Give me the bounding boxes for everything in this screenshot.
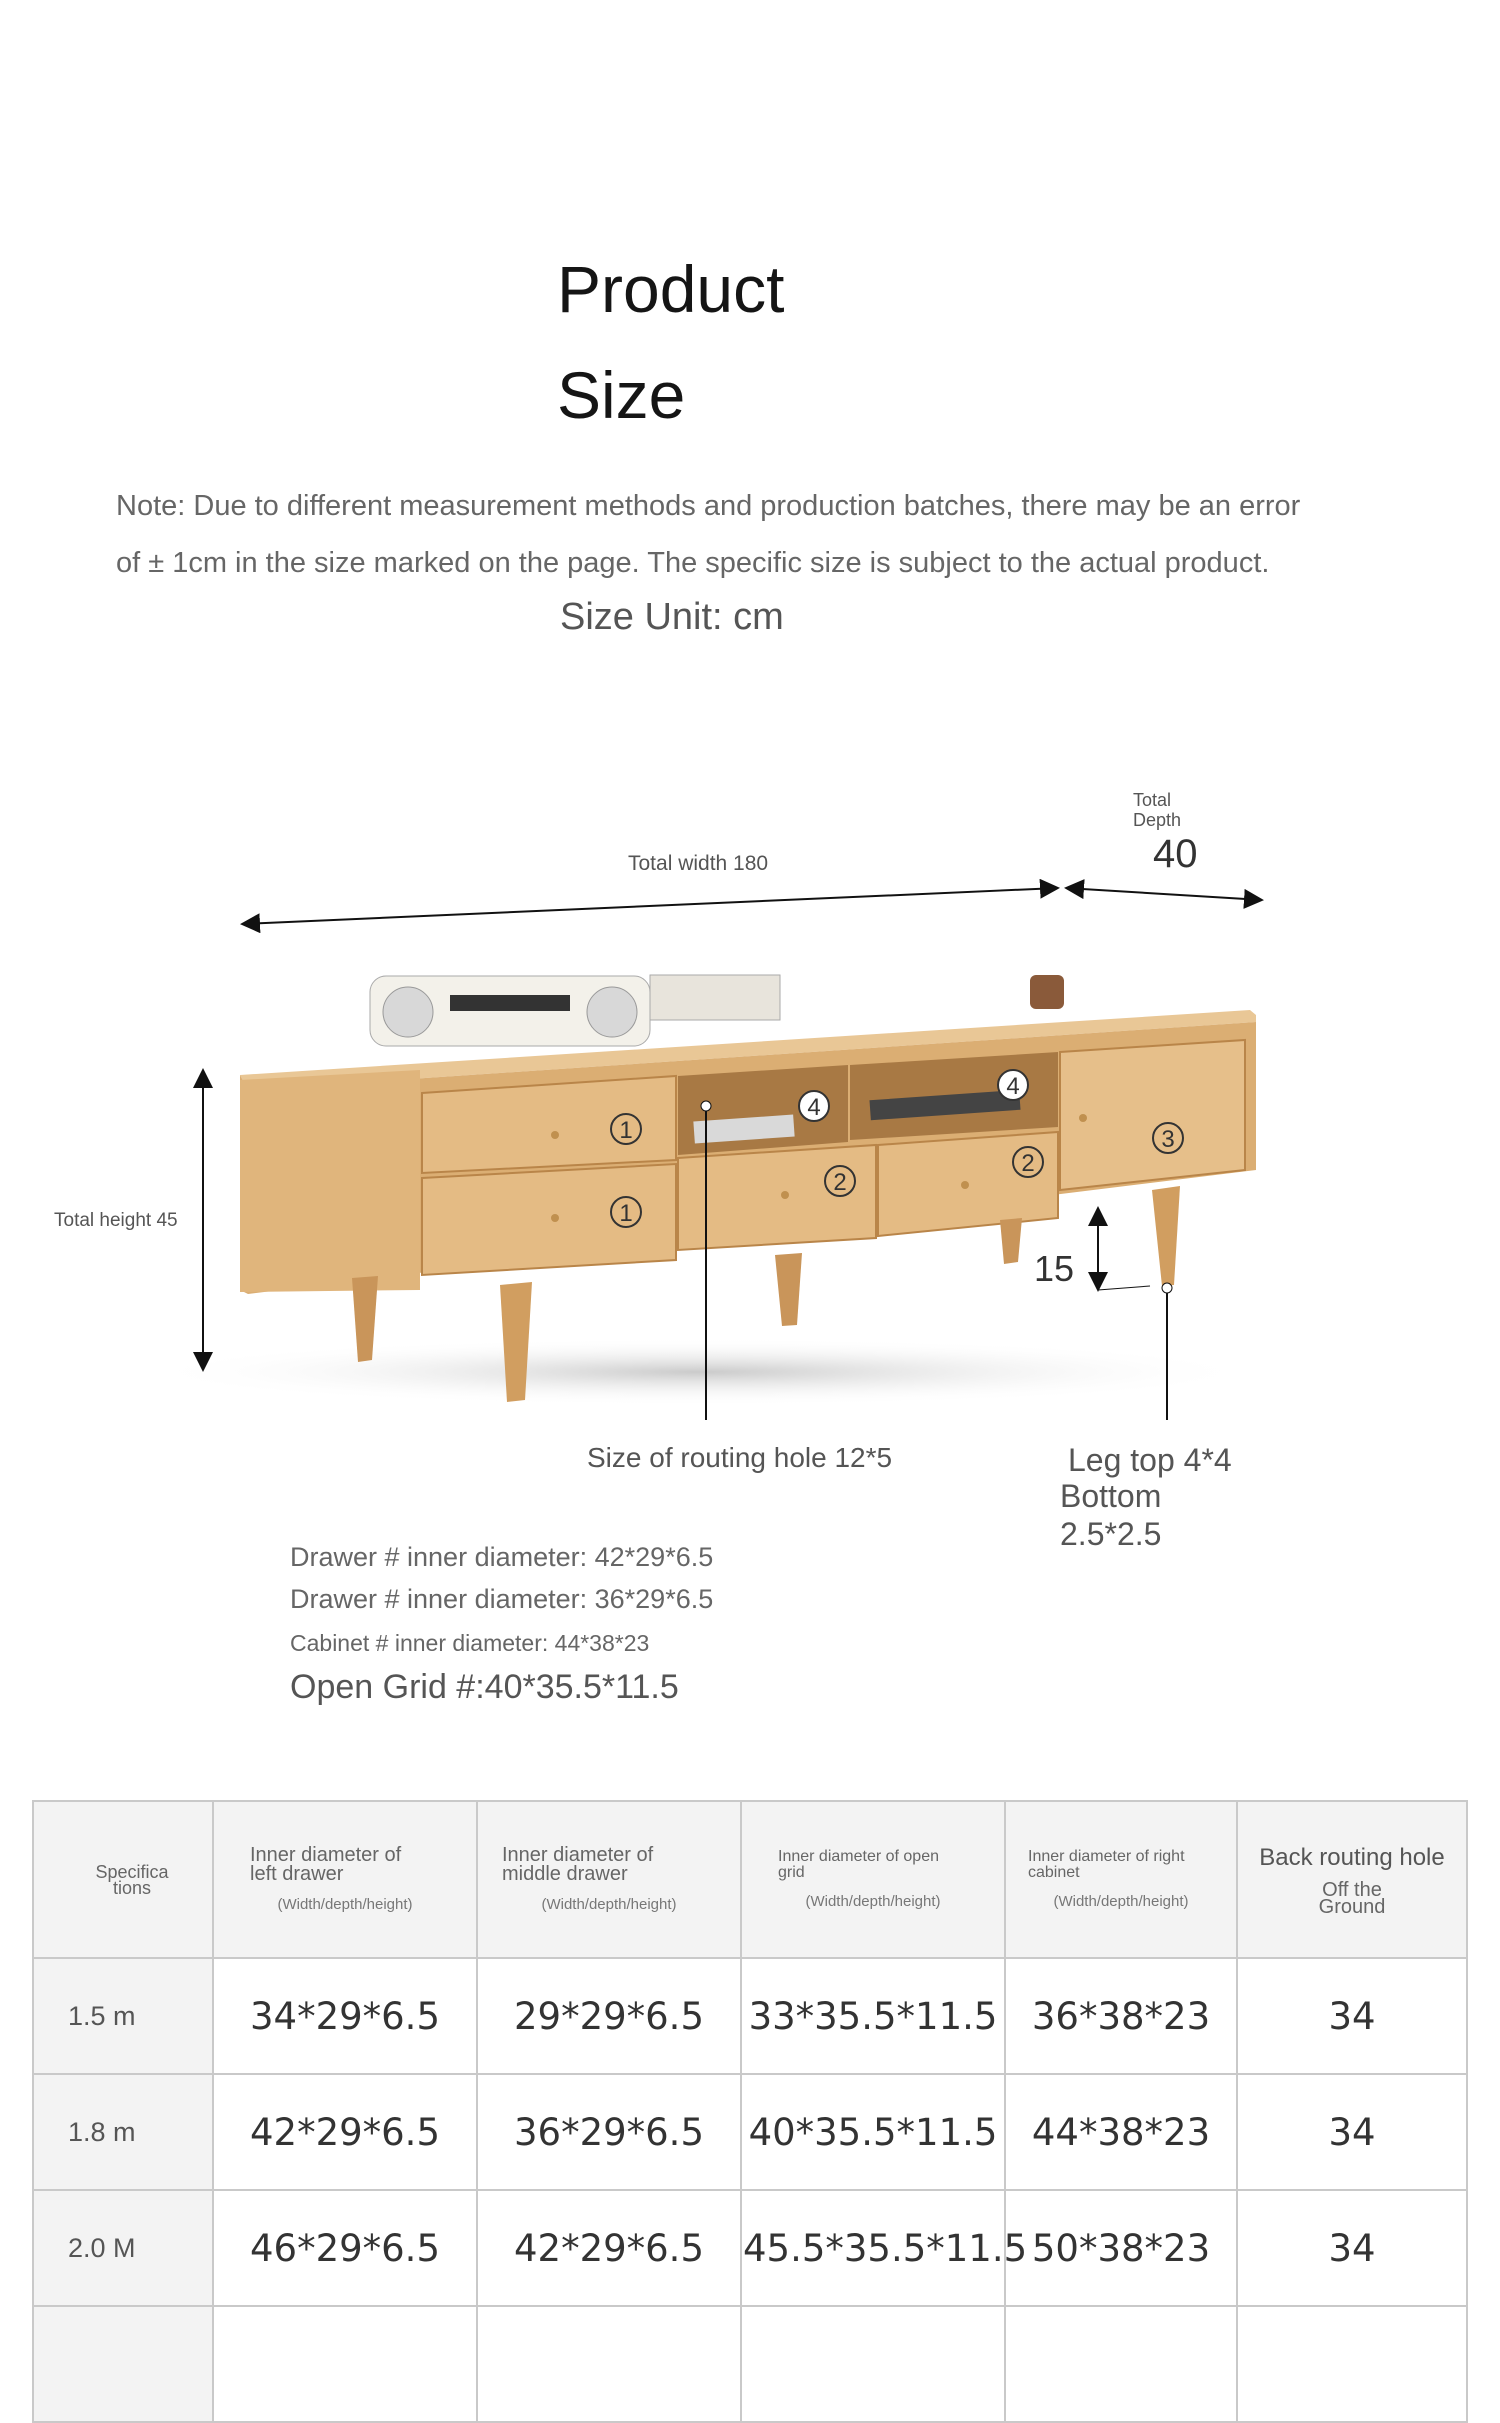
header-middle-drawer: Inner diameter of middle drawer (Width/depth/height) — [477, 1801, 741, 1958]
header-back-hole: Back routing hole Off the Ground — [1237, 1801, 1467, 1958]
page-title-line1: Product — [557, 252, 785, 326]
cell-left-drawer: 42*29*6.5 — [213, 2074, 477, 2190]
svg-text:3: 3 — [1161, 1126, 1175, 1153]
cell-middle-drawer: 36*29*6.5 — [477, 2074, 741, 2190]
svg-text:2: 2 — [833, 1169, 847, 1196]
spec-drawer-2: Drawer # inner diameter: 36*29*6.5 — [290, 1584, 714, 1614]
cell-right-cabinet: 50*38*23 — [1005, 2190, 1237, 2306]
svg-text:1: 1 — [619, 1200, 633, 1227]
header-right-cabinet: Inner diameter of right cabinet (Width/depth/height) — [1005, 1801, 1237, 1958]
cell-open-grid: 33*35.5*11.5 — [741, 1958, 1005, 2074]
routing-hole-label: Size of routing hole 12*5 — [587, 1442, 893, 1473]
leg-height-value: 15 — [1034, 1248, 1075, 1289]
cell-open-grid: 40*35.5*11.5 — [741, 2074, 1005, 2190]
marker-4a — [799, 1091, 829, 1121]
table-header-row — [33, 1801, 1467, 1958]
spec-drawer-1: Drawer # inner diameter: 42*29*6.5 — [290, 1542, 714, 1572]
note-line1: Note: Due to different measurement methods and production batches, there may be an error — [116, 490, 1301, 522]
floor-shadow — [140, 1338, 1260, 1406]
leg-back-right — [1000, 1218, 1022, 1264]
cabinet-left-side — [240, 1070, 420, 1292]
leg-top-label: Leg top 4*4 — [1068, 1442, 1232, 1478]
svg-text:4: 4 — [807, 1094, 821, 1121]
spec-cabinet: Cabinet # inner diameter: 44*38*23 — [290, 1630, 650, 1656]
header-left-drawer: Inner diameter of left drawer (Width/depth/height) — [213, 1801, 477, 1958]
leg-front-right — [1152, 1186, 1180, 1286]
cell-off-ground: 34 — [1237, 1958, 1467, 2074]
cell-left-drawer: 34*29*6.5 — [213, 1958, 477, 2074]
size-unit: Size Unit: cm — [560, 596, 784, 638]
depth-dimension-line — [1066, 888, 1262, 900]
row-spec: 1.8 m — [33, 2074, 213, 2190]
product-illustration — [0, 770, 1500, 1552]
row-spec: 1.5 m — [33, 1958, 213, 2074]
cell-off-ground: 34 — [1237, 2074, 1467, 2190]
table-row-partial — [33, 2306, 1467, 2422]
total-width-label: Total width 180 — [628, 852, 769, 875]
cell-off-ground: 34 — [1237, 2190, 1467, 2306]
middle-drawer-1 — [678, 1145, 876, 1250]
books-on-top — [650, 975, 780, 1020]
header-spec: Specifica tions — [33, 1801, 213, 1958]
table-row — [33, 2074, 1467, 2190]
total-depth-value: 40 — [1153, 832, 1198, 876]
page-title-line2: Size — [557, 358, 686, 432]
left-top-drawer — [422, 1076, 676, 1173]
note-line2: of ± 1cm in the size marked on the page. The specific size is subject to the actual product. — [116, 547, 1270, 579]
bottom-value: 2.5*2.5 — [1060, 1516, 1162, 1552]
svg-text:4: 4 — [1006, 1073, 1020, 1100]
cell-right-cabinet: 36*38*23 — [1005, 1958, 1237, 2074]
cell-middle-drawer: 29*29*6.5 — [477, 1958, 741, 2074]
row-spec: 2.0 M — [33, 2190, 213, 2306]
total-depth-label: Total Depth — [1133, 790, 1182, 830]
cell-right-cabinet: 44*38*23 — [1005, 2074, 1237, 2190]
spec-open-grid: Open Grid #:40*35.5*11.5 — [290, 1668, 679, 1706]
table-row — [33, 2190, 1467, 2306]
cell-open-grid: 45.5*35.5*11.5 — [741, 2190, 1005, 2306]
cell-left-drawer: 46*29*6.5 — [213, 2190, 477, 2306]
header-open-grid: Inner diameter of open grid (Width/depth/height) — [741, 1801, 1005, 1958]
right-cabinet-door — [1060, 1040, 1245, 1190]
width-dimension-line — [242, 888, 1058, 924]
marker-4b — [998, 1070, 1028, 1100]
svg-text:1: 1 — [619, 1117, 633, 1144]
cell-middle-drawer: 42*29*6.5 — [477, 2190, 741, 2306]
bottom-label: Bottom — [1060, 1478, 1162, 1514]
size-table — [32, 1800, 1468, 2423]
table-row — [33, 1958, 1467, 2074]
svg-text:2: 2 — [1021, 1150, 1035, 1177]
total-height-label: Total height 45 — [54, 1210, 178, 1231]
leg-middle — [775, 1253, 802, 1326]
